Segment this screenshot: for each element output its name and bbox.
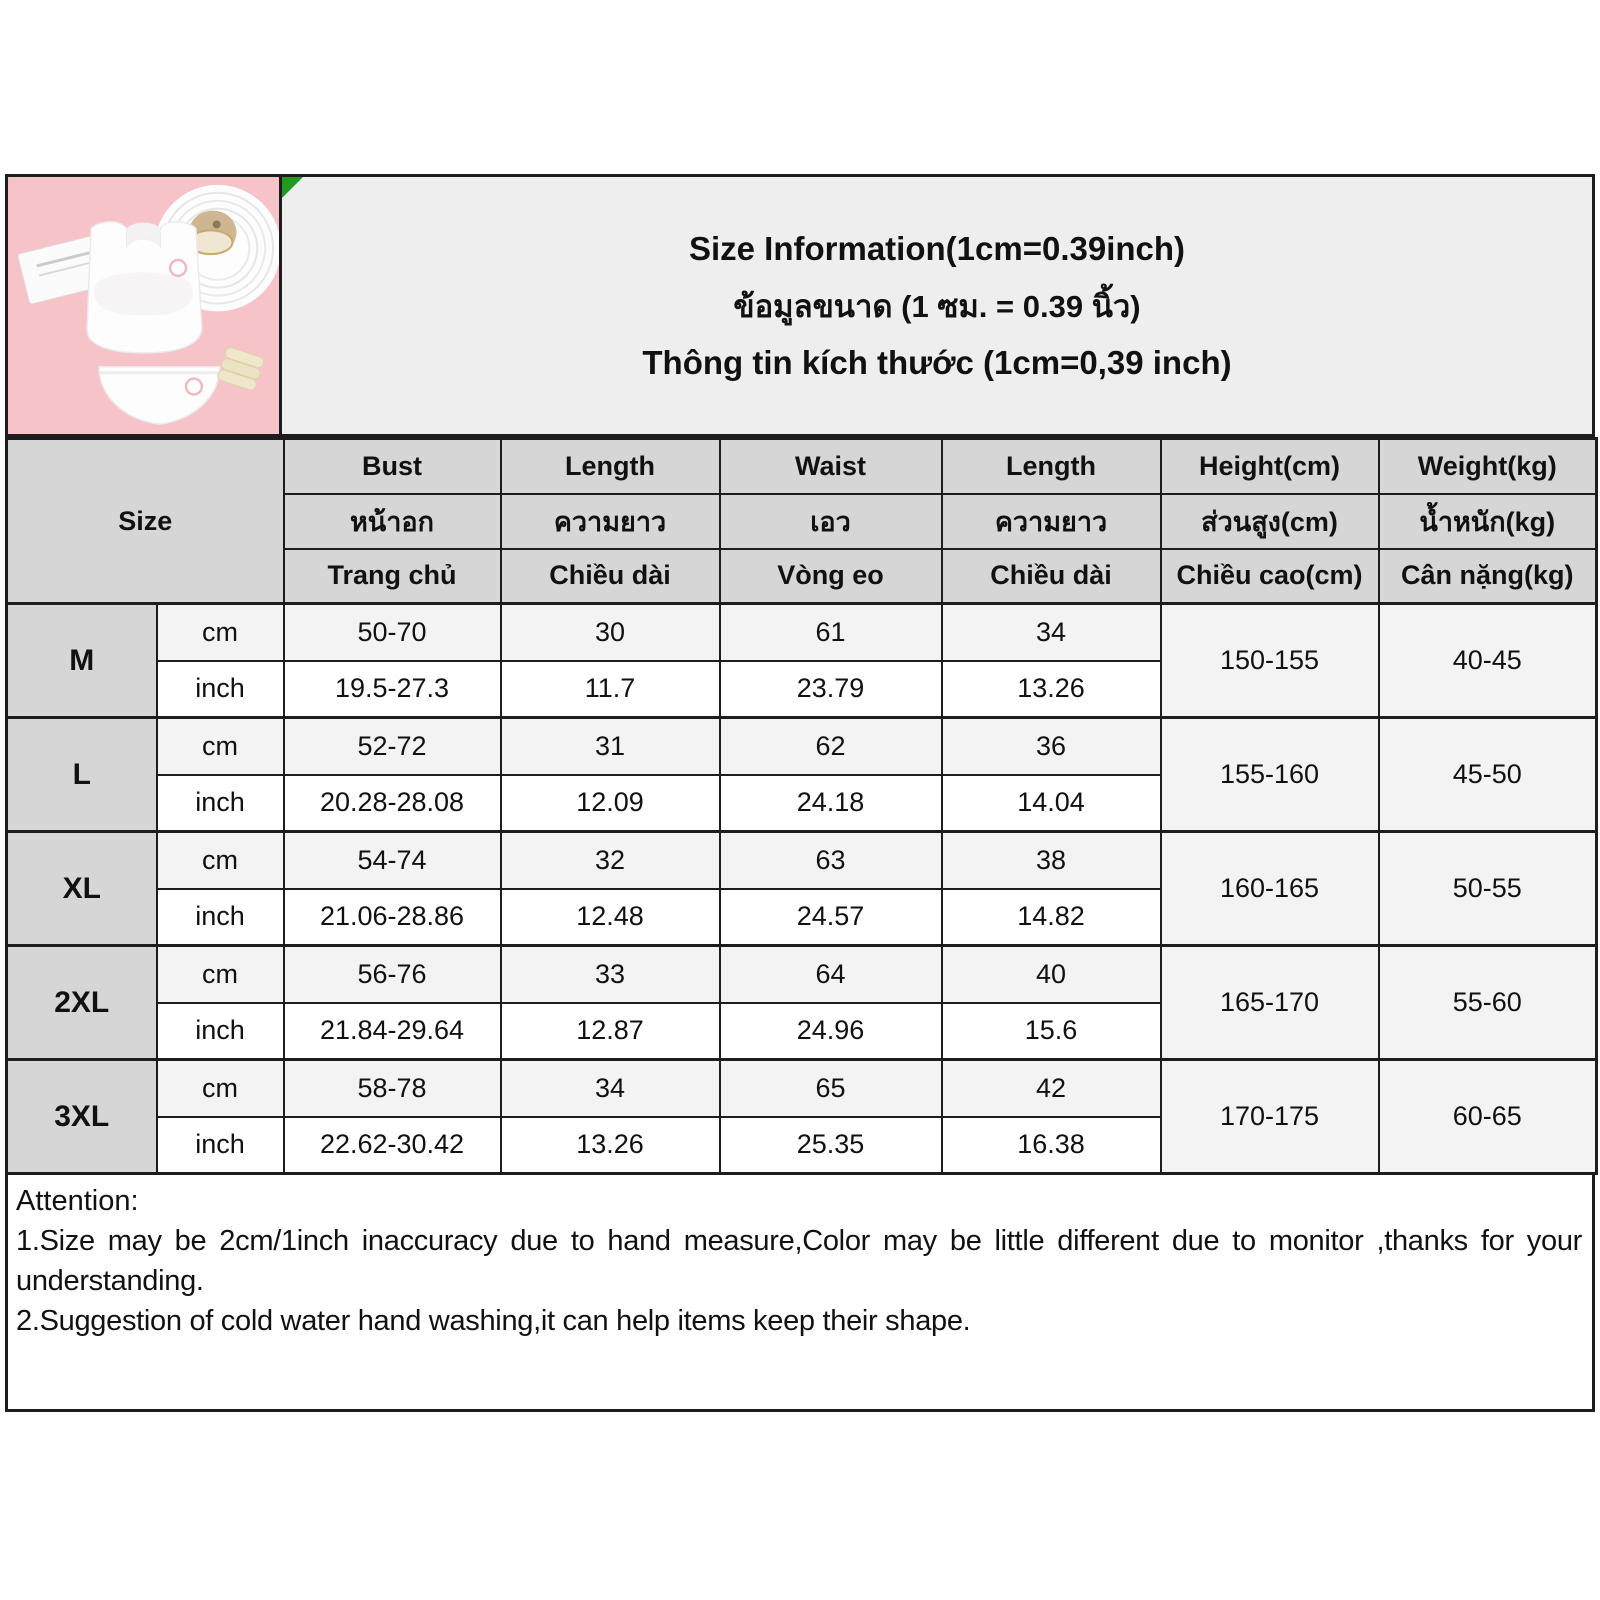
cell-xl-inch-bust: 21.06-28.86 [284,889,501,946]
cell-m-height: 150-155 [1161,604,1379,718]
cell-l-height: 155-160 [1161,718,1379,832]
row-2xl-cm [7,946,1597,1003]
size-group-xl [7,832,1597,946]
cell-l-inch-length2: 14.04 [942,775,1161,832]
cell-2xl-inch-length2: 15.6 [942,1003,1161,1060]
cell-3xl-inch-length: 13.26 [501,1117,720,1174]
size-header-cell: Size [7,439,284,604]
col-header-length-en: Length [501,439,720,494]
col-header-bust-en: Bust [284,439,501,494]
col-header-height-vi: Chiều cao(cm) [1161,549,1379,604]
unit-cell-inch: inch [157,775,284,832]
unit-cell-cm: cm [157,946,284,1003]
cell-2xl-cm-length2: 40 [942,946,1161,1003]
cell-m-inch-waist: 23.79 [720,661,942,718]
attention-heading: Attention: [16,1185,139,1217]
cell-l-weight: 45-50 [1379,718,1597,832]
size-table-header [7,439,1597,604]
cell-xl-inch-length2: 14.82 [942,889,1161,946]
size-table [5,437,1598,1175]
cell-xl-cm-bust: 54-74 [284,832,501,889]
cell-m-inch-length: 11.7 [501,661,720,718]
col-header-height-th: ส่วนสูง(cm) [1161,494,1379,549]
col-header-waist-th: เอว [720,494,942,549]
cell-xl-inch-length: 12.48 [501,889,720,946]
row-3xl-cm [7,1060,1597,1117]
cell-l-cm-length: 31 [501,718,720,775]
unit-cell-inch: inch [157,889,284,946]
unit-cell-cm: cm [157,718,284,775]
top-band [5,174,1595,437]
unit-cell-cm: cm [157,604,284,661]
size-label-l: L [7,718,157,832]
title-vietnamese: Thông tin kích thước (1cm=0,39 inch) [642,343,1232,381]
size-group-3xl [7,1060,1597,1174]
cell-l-cm-waist: 62 [720,718,942,775]
attention-note-2: 2.Suggestion of cold water hand washing,it can help items keep their shape. [16,1305,971,1337]
unit-cell-inch: inch [157,1003,284,1060]
col-header-bust-th: หน้าอก [284,494,501,549]
product-photo-illustration [8,177,279,434]
row-l-cm [7,718,1597,775]
col-header-height-en: Height(cm) [1161,439,1379,494]
cell-3xl-cm-waist: 65 [720,1060,942,1117]
title-panel [282,177,1592,434]
col-header-weight-th: น้ำหนัก(kg) [1379,494,1597,549]
col-header-bust-vi: Trang chủ [284,549,501,604]
cell-2xl-inch-waist: 24.96 [720,1003,942,1060]
size-label-3xl: 3XL [7,1060,157,1174]
cell-xl-inch-waist: 24.57 [720,889,942,946]
size-group-l [7,718,1597,832]
size-label-m: M [7,604,157,718]
cell-m-cm-length: 30 [501,604,720,661]
row-m-cm [7,604,1597,661]
cell-2xl-cm-waist: 64 [720,946,942,1003]
col-header-length-vi: Chiều dài [501,549,720,604]
cell-l-inch-waist: 24.18 [720,775,942,832]
cell-3xl-weight: 60-65 [1379,1060,1597,1174]
cell-3xl-inch-length2: 16.38 [942,1117,1161,1174]
green-corner-marker-icon [282,177,303,198]
col-header-waist-vi: Vòng eo [720,549,942,604]
cell-2xl-height: 165-170 [1161,946,1379,1060]
cell-xl-height: 160-165 [1161,832,1379,946]
size-group-2xl [7,946,1597,1060]
row-xl-cm [7,832,1597,889]
col-header-weight-en: Weight(kg) [1379,439,1597,494]
title-english: Size Information(1cm=0.39inch) [688,229,1186,267]
cell-l-cm-length2: 36 [942,718,1161,775]
size-label-xl: XL [7,832,157,946]
cell-3xl-cm-bust: 58-78 [284,1060,501,1117]
col-header-length2-vi: Chiều dài [942,549,1161,604]
cell-3xl-height: 170-175 [1161,1060,1379,1174]
attention-note-1: 1.Size may be 2cm/1inch inaccuracy due to hand measure,Color may be little different due to monitor ,thanks for your understanding. [16,1225,1582,1297]
attention-box [5,1175,1595,1412]
col-header-waist-en: Waist [720,439,942,494]
unit-cell-inch: inch [157,1117,284,1174]
col-header-weight-vi: Cân nặng(kg) [1379,549,1597,604]
cell-2xl-inch-bust: 21.84-29.64 [284,1003,501,1060]
col-header-length2-th: ความยาว [942,494,1161,549]
size-chart-content [5,174,1595,1412]
cell-l-inch-bust: 20.28-28.08 [284,775,501,832]
unit-cell-cm: cm [157,1060,284,1117]
size-group-m [7,604,1597,718]
cell-m-inch-length2: 13.26 [942,661,1161,718]
cell-m-cm-length2: 34 [942,604,1161,661]
product-photo [8,177,282,434]
cell-m-cm-waist: 61 [720,604,942,661]
col-header-length2-en: Length [942,439,1161,494]
unit-cell-inch: inch [157,661,284,718]
cell-xl-cm-length2: 38 [942,832,1161,889]
cell-xl-cm-length: 32 [501,832,720,889]
cell-3xl-cm-length: 34 [501,1060,720,1117]
col-header-length-th: ความยาว [501,494,720,549]
cell-3xl-inch-bust: 22.62-30.42 [284,1117,501,1174]
cell-3xl-cm-length2: 42 [942,1060,1161,1117]
unit-cell-cm: cm [157,832,284,889]
size-label-2xl: 2XL [7,946,157,1060]
bra-illustration [87,222,202,353]
cell-2xl-cm-length: 33 [501,946,720,1003]
cell-2xl-cm-bust: 56-76 [284,946,501,1003]
cell-m-cm-bust: 50-70 [284,604,501,661]
cell-m-inch-bust: 19.5-27.3 [284,661,501,718]
cell-m-weight: 40-45 [1379,604,1597,718]
cell-xl-cm-waist: 63 [720,832,942,889]
title-thai: ข้อมูลขนาด (1 ซม. = 0.39 นิ้ว) [733,288,1141,324]
cell-xl-weight: 50-55 [1379,832,1597,946]
header-row-english [7,439,1597,494]
cell-2xl-weight: 55-60 [1379,946,1597,1060]
cell-l-cm-bust: 52-72 [284,718,501,775]
cell-2xl-inch-length: 12.87 [501,1003,720,1060]
cell-l-inch-length: 12.09 [501,775,720,832]
cell-3xl-inch-waist: 25.35 [720,1117,942,1174]
